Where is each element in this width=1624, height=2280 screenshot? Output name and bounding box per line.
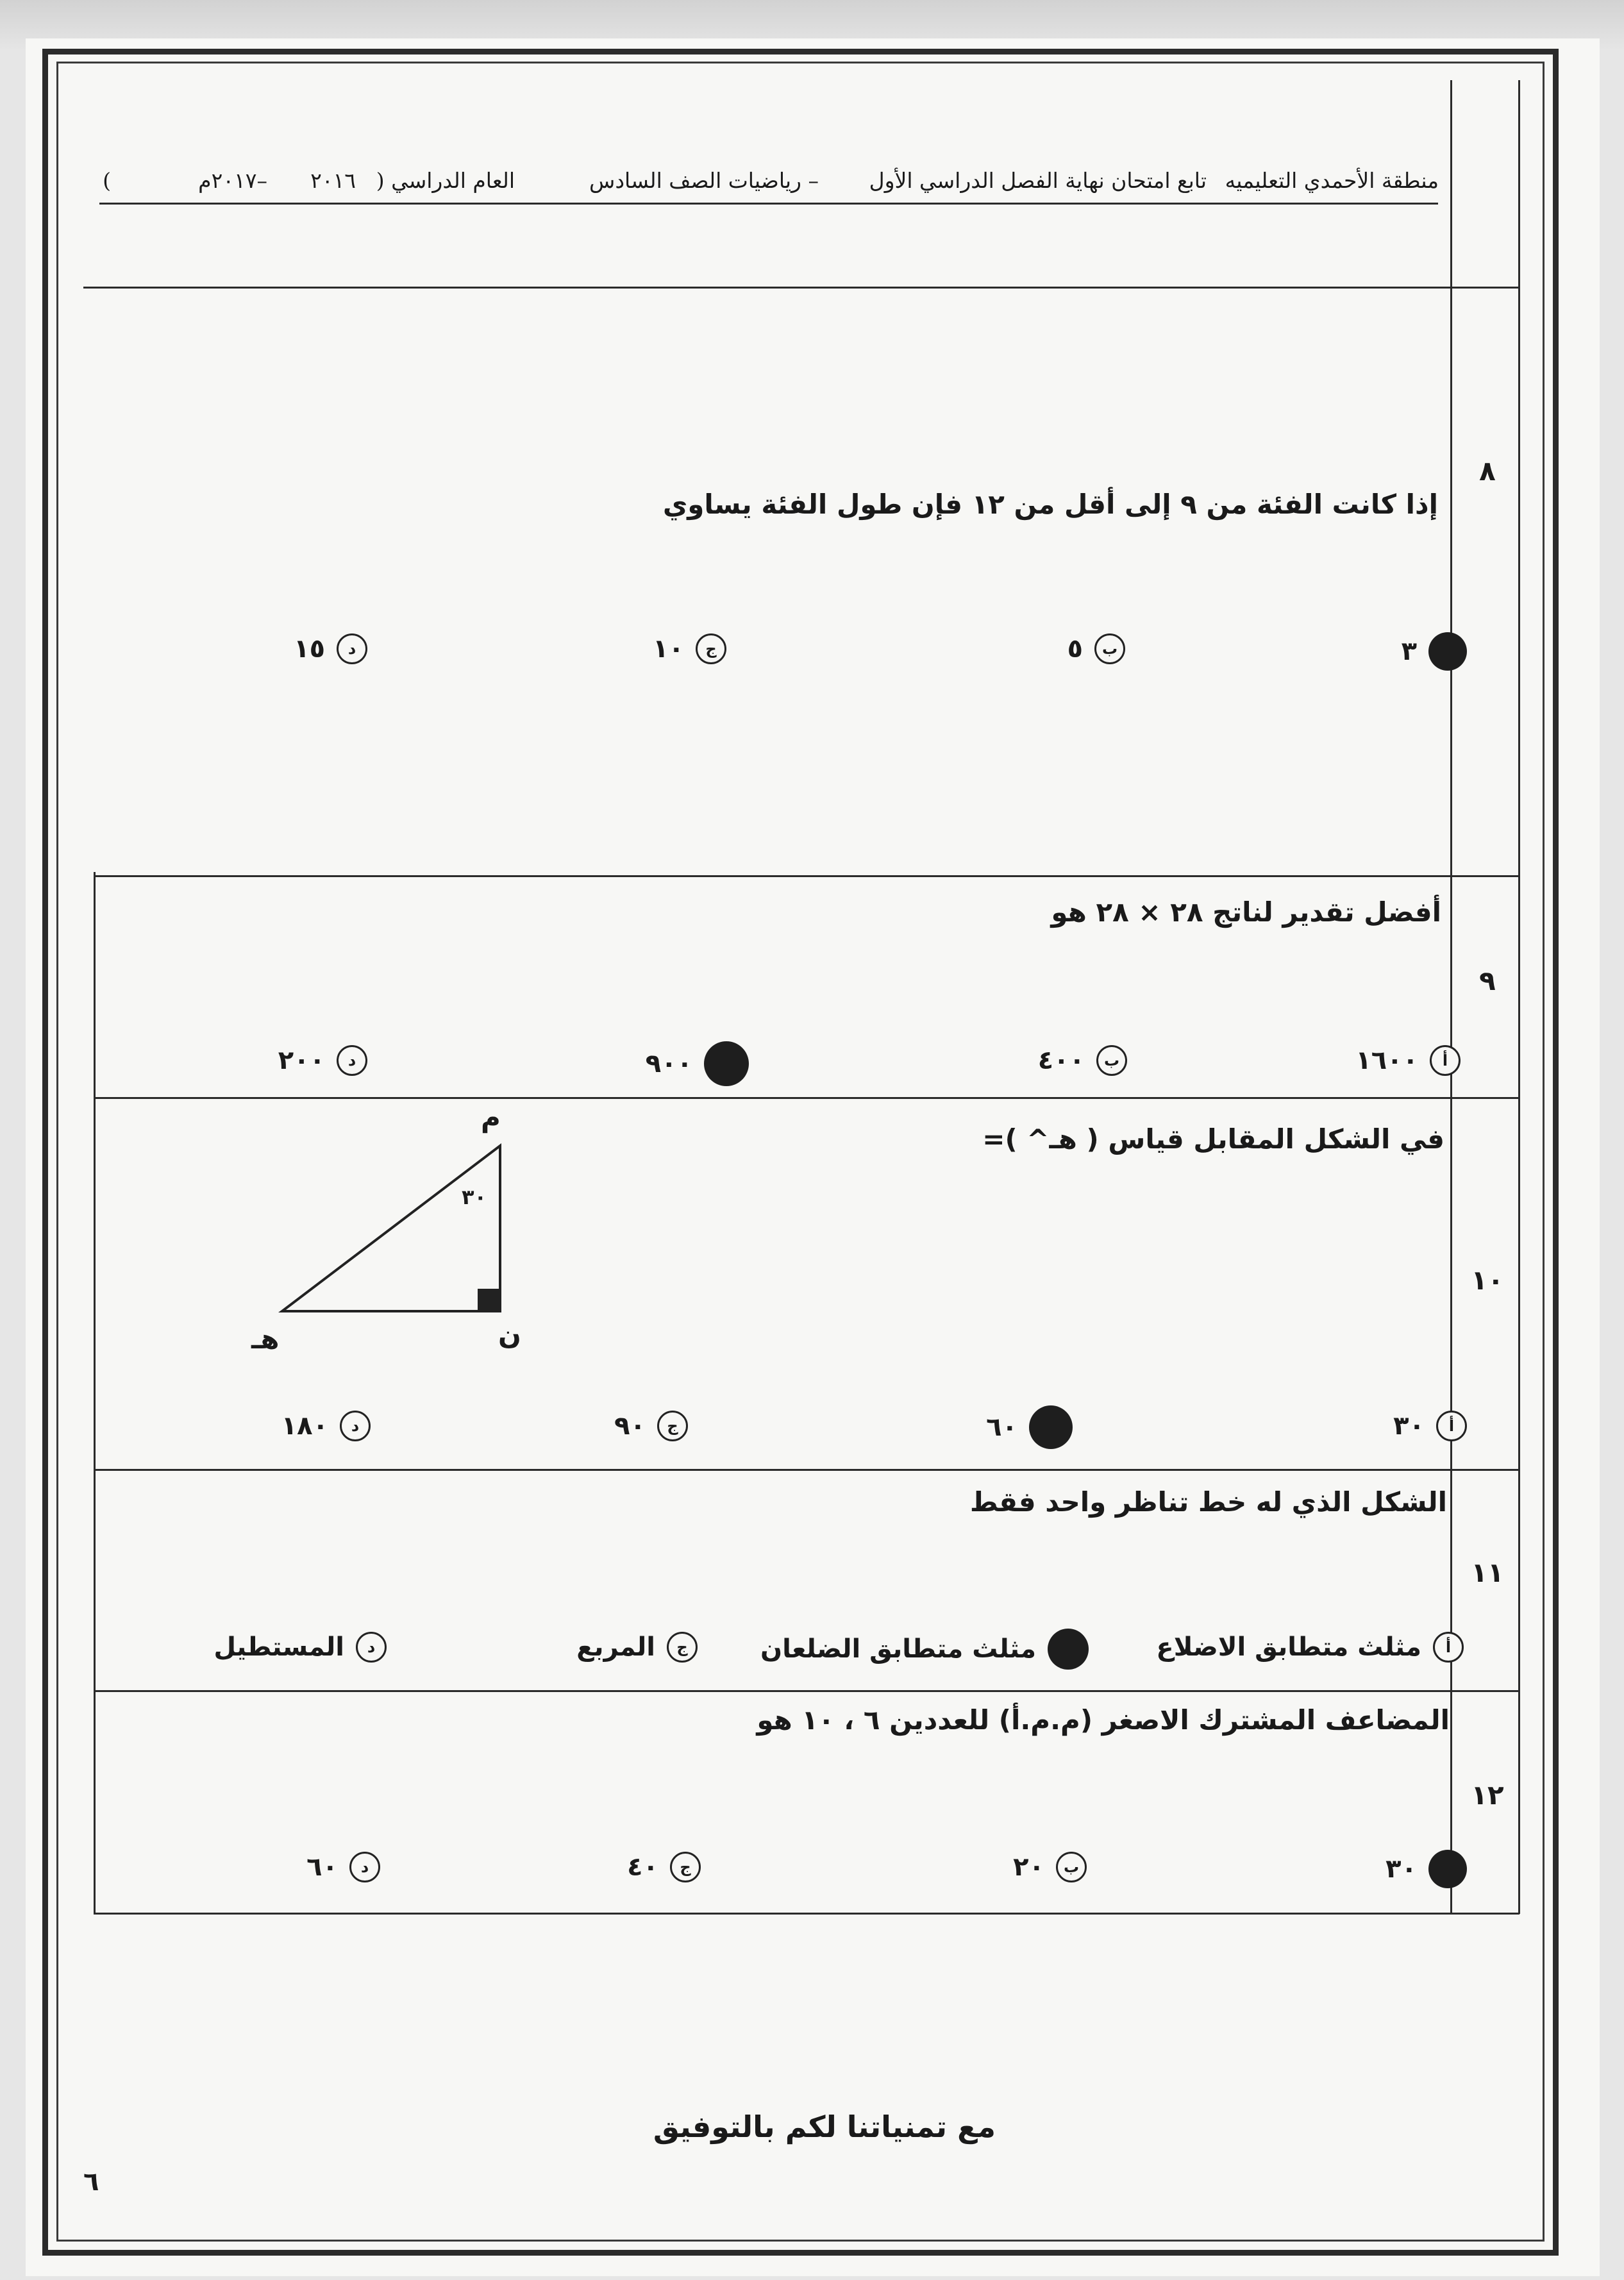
choice-value: ٩٠ [614, 1411, 646, 1441]
question-number: ١٠ [1471, 1264, 1504, 1296]
choice-value: ٢٠ [1013, 1852, 1044, 1882]
header-row-divider [83, 287, 1519, 289]
question-number: ٩ [1479, 965, 1496, 996]
choice-letter-circle: ج [667, 1632, 698, 1663]
choice-letter-circle: ج [657, 1411, 688, 1441]
choice-d[interactable] [278, 1045, 367, 1076]
header-year-end: –٢٠١٧م [198, 168, 267, 193]
choice-letter-circle: د [349, 1852, 380, 1882]
table-right-edge [1518, 80, 1520, 1914]
choice-c[interactable] [576, 1632, 698, 1663]
choice-value: المربع [576, 1632, 655, 1662]
choice-d[interactable] [294, 633, 367, 664]
choice-a[interactable] [1393, 1411, 1467, 1441]
choice-letter-circle: أ [1433, 1632, 1464, 1663]
choice-value: المستطيل [213, 1632, 344, 1662]
header-region: منطقة الأحمدي التعليميه [1225, 168, 1439, 193]
choice-b[interactable] [1038, 1045, 1127, 1076]
choice-value: ٢٠٠ [278, 1046, 325, 1075]
filled-bubble-icon [704, 1041, 749, 1086]
choice-a-selected[interactable] [1385, 1850, 1467, 1888]
question-text: في الشكل المقابل قياس ( هـ^ )= [982, 1123, 1444, 1155]
choice-letter-circle: د [340, 1411, 371, 1441]
choice-value: ٣٠ [1385, 1854, 1417, 1884]
right-angle-marker [478, 1289, 500, 1311]
choice-value: مثلث متطابق الاضلاع [1156, 1632, 1421, 1662]
filled-bubble-icon [1029, 1405, 1073, 1449]
choice-value: ٩٠٠ [645, 1049, 692, 1078]
choice-letter-circle: أ [1436, 1411, 1467, 1441]
vertex-label-left: هـ [251, 1323, 280, 1355]
filled-bubble-icon [1428, 632, 1467, 671]
choice-value: ١٠ [653, 634, 684, 664]
header-year-close: ) [103, 168, 111, 193]
choice-c[interactable] [614, 1411, 688, 1441]
q9-q10-divider [94, 1097, 1519, 1099]
choice-d[interactable] [306, 1852, 380, 1882]
choice-value: ٦٠ [306, 1852, 338, 1882]
q8-q9-divider [94, 875, 1519, 877]
choice-value: ١٥ [294, 634, 325, 664]
choice-value: ٦٠ [986, 1412, 1017, 1442]
q11-q12-divider [94, 1690, 1519, 1692]
header-subject: – رياضيات الصف السادس [589, 168, 819, 193]
choice-c-selected[interactable] [646, 1041, 749, 1086]
question-text: الشكل الذي له خط تناظر واحد فقط [969, 1486, 1447, 1518]
vertex-label-right: ن [498, 1319, 521, 1350]
triangle-outline [282, 1146, 500, 1311]
choice-d[interactable] [213, 1632, 387, 1663]
header-year-start: ٢٠١٦ [310, 168, 356, 193]
choice-letter-circle: د [337, 633, 367, 664]
filled-bubble-icon [1428, 1850, 1467, 1888]
choice-value: ١٨٠ [281, 1411, 328, 1441]
question-text: أفضل تقدير لناتج ٢٨ × ٢٨ هو [1051, 896, 1441, 928]
question-text: المضاعف المشترك الاصغر (م.م.أ) للعددين ٦ ، ١٠ هو [757, 1704, 1450, 1736]
choice-b-selected[interactable] [760, 1629, 1089, 1670]
choice-value: ٤٠٠ [1037, 1046, 1085, 1075]
filled-bubble-icon [1048, 1629, 1089, 1670]
page-number: ٦ [83, 2167, 99, 2197]
choice-letter-circle: ب [1094, 633, 1125, 664]
choice-a[interactable] [1355, 1045, 1461, 1076]
choice-d[interactable] [281, 1411, 371, 1441]
angle-label: ٣٠ [462, 1185, 487, 1209]
question-number: ٨ [1479, 455, 1496, 487]
choice-b[interactable] [1067, 633, 1125, 664]
choice-value: ٤٠ [627, 1852, 658, 1882]
header-underline [99, 203, 1438, 205]
choice-letter-circle: ج [696, 633, 726, 664]
header-year-label: العام الدراسي ( [376, 168, 515, 193]
closing-wish: مع تمنياتنا لكم بالتوفيق [653, 2109, 996, 2144]
choice-b[interactable] [1013, 1852, 1087, 1882]
choice-a-selected[interactable] [1402, 632, 1467, 671]
choice-letter-circle: ج [670, 1852, 701, 1882]
choice-value: ١٦٠٠ [1355, 1046, 1418, 1075]
question-text: إذا كانت الفئة من ٩ إلى أقل من ١٢ فإن طول الفئة يساوي [662, 489, 1438, 520]
choice-c[interactable] [627, 1852, 701, 1882]
choice-value: ٣٠ [1393, 1411, 1425, 1441]
choice-a[interactable] [1156, 1632, 1464, 1663]
choice-letter-circle: د [356, 1632, 387, 1663]
choice-letter-circle: ب [1056, 1852, 1087, 1882]
q10-q11-divider [94, 1469, 1519, 1471]
choice-letter-circle: ب [1096, 1045, 1127, 1076]
vertex-label-top: م [481, 1102, 501, 1133]
header-exam-title: تابع امتحان نهاية الفصل الدراسي الأول [869, 168, 1207, 193]
question-number: ١١ [1471, 1557, 1504, 1588]
table-bottom-edge [94, 1913, 1519, 1915]
table-left-edge [94, 872, 96, 1914]
choice-b-selected[interactable] [986, 1405, 1073, 1449]
choice-letter-circle: د [337, 1045, 367, 1076]
choice-value: ٥ [1067, 634, 1083, 664]
choice-letter-circle: أ [1430, 1045, 1461, 1076]
choice-value: مثلث متطابق الضلعان [760, 1634, 1036, 1664]
choice-value: ٣ [1401, 637, 1417, 666]
choice-c[interactable] [653, 633, 726, 664]
question-number: ١٢ [1471, 1779, 1504, 1811]
